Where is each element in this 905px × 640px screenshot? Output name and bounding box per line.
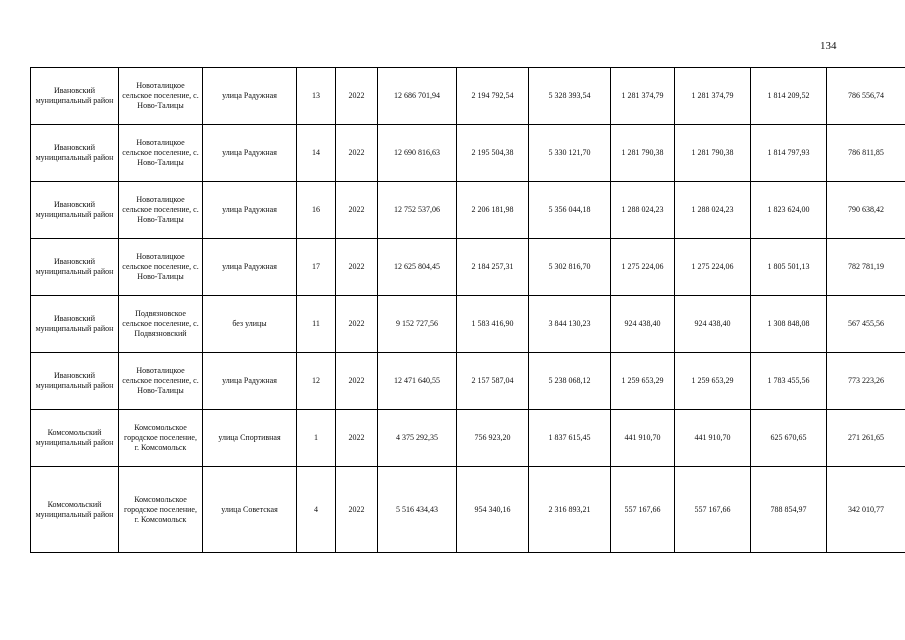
house-number-cell: 13 (297, 68, 336, 125)
street-cell: без улицы (203, 296, 297, 353)
year-cell: 2022 (336, 125, 378, 182)
cost-cell-6: 782 781,19 (827, 239, 905, 296)
street-cell: улица Радужная (203, 125, 297, 182)
settlement-cell: Комсомольское городское поселение, г. Комсомольск (119, 467, 203, 553)
cost-cell-2: 5 356 044,18 (529, 182, 611, 239)
cost-cell-5: 1 783 455,56 (751, 353, 827, 410)
district-cell: Ивановский муниципальный район (31, 353, 119, 410)
cost-cell-4: 1 281 374,79 (675, 68, 751, 125)
cost-cell-3: 924 438,40 (611, 296, 675, 353)
cost-cell-2: 5 328 393,54 (529, 68, 611, 125)
district-cell: Ивановский муниципальный район (31, 125, 119, 182)
total-cost-cell: 12 752 537,06 (378, 182, 457, 239)
cost-cell-4: 1 288 024,23 (675, 182, 751, 239)
cost-cell-2: 3 844 130,23 (529, 296, 611, 353)
year-cell: 2022 (336, 410, 378, 467)
cost-cell-1: 2 206 181,98 (457, 182, 529, 239)
total-cost-cell: 4 375 292,35 (378, 410, 457, 467)
total-cost-cell: 5 516 434,43 (378, 467, 457, 553)
cost-cell-4: 924 438,40 (675, 296, 751, 353)
total-cost-cell: 12 686 701,94 (378, 68, 457, 125)
house-number-cell: 12 (297, 353, 336, 410)
cost-cell-5: 1 308 848,08 (751, 296, 827, 353)
settlement-cell: Комсомольское городское поселение, г. Комсомольск (119, 410, 203, 467)
house-number-cell: 4 (297, 467, 336, 553)
table-body (31, 68, 905, 553)
street-cell: улица Радужная (203, 182, 297, 239)
table-row (31, 68, 905, 125)
cost-cell-1: 2 194 792,54 (457, 68, 529, 125)
cost-cell-4: 1 275 224,06 (675, 239, 751, 296)
cost-cell-3: 1 288 024,23 (611, 182, 675, 239)
street-cell: улица Советская (203, 467, 297, 553)
total-cost-cell: 9 152 727,56 (378, 296, 457, 353)
district-cell: Ивановский муниципальный район (31, 182, 119, 239)
table-row (31, 410, 905, 467)
settlement-cell: Новоталицкое сельское поселение, с. Ново-Талицы (119, 239, 203, 296)
cost-cell-4: 1 281 790,38 (675, 125, 751, 182)
cost-cell-6: 567 455,56 (827, 296, 905, 353)
cost-cell-2: 1 837 615,45 (529, 410, 611, 467)
cost-cell-3: 557 167,66 (611, 467, 675, 553)
table-row (31, 182, 905, 239)
street-cell: улица Радужная (203, 68, 297, 125)
street-cell: улица Радужная (203, 239, 297, 296)
district-cell: Ивановский муниципальный район (31, 296, 119, 353)
district-cell: Комсомольский муниципальный район (31, 467, 119, 553)
cost-cell-3: 1 281 790,38 (611, 125, 675, 182)
cost-cell-4: 557 167,66 (675, 467, 751, 553)
house-number-cell: 17 (297, 239, 336, 296)
cost-cell-6: 773 223,26 (827, 353, 905, 410)
cost-cell-6: 342 010,77 (827, 467, 905, 553)
house-number-cell: 1 (297, 410, 336, 467)
cost-cell-6: 790 638,42 (827, 182, 905, 239)
cost-cell-6: 786 556,74 (827, 68, 905, 125)
cost-cell-1: 954 340,16 (457, 467, 529, 553)
cost-cell-5: 788 854,97 (751, 467, 827, 553)
year-cell: 2022 (336, 182, 378, 239)
cost-cell-4: 441 910,70 (675, 410, 751, 467)
house-number-cell: 16 (297, 182, 336, 239)
street-cell: улица Радужная (203, 353, 297, 410)
cost-cell-2: 5 302 816,70 (529, 239, 611, 296)
registry-table (30, 67, 905, 553)
cost-cell-3: 1 281 374,79 (611, 68, 675, 125)
cost-cell-2: 2 316 893,21 (529, 467, 611, 553)
cost-cell-5: 1 823 624,00 (751, 182, 827, 239)
settlement-cell: Новоталицкое сельское поселение, с. Ново-Талицы (119, 353, 203, 410)
total-cost-cell: 12 690 816,63 (378, 125, 457, 182)
cost-cell-3: 441 910,70 (611, 410, 675, 467)
cost-cell-5: 625 670,65 (751, 410, 827, 467)
table-row (31, 353, 905, 410)
district-cell: Комсомольский муниципальный район (31, 410, 119, 467)
total-cost-cell: 12 471 640,55 (378, 353, 457, 410)
street-cell: улица Спортивная (203, 410, 297, 467)
settlement-cell: Новоталицкое сельское поселение, с. Ново-Талицы (119, 68, 203, 125)
cost-cell-6: 271 261,65 (827, 410, 905, 467)
cost-cell-4: 1 259 653,29 (675, 353, 751, 410)
house-number-cell: 11 (297, 296, 336, 353)
year-cell: 2022 (336, 353, 378, 410)
cost-cell-1: 1 583 416,90 (457, 296, 529, 353)
table-row (31, 239, 905, 296)
cost-cell-1: 2 195 504,38 (457, 125, 529, 182)
table-row (31, 296, 905, 353)
cost-cell-2: 5 330 121,70 (529, 125, 611, 182)
total-cost-cell: 12 625 804,45 (378, 239, 457, 296)
cost-cell-1: 2 157 587,04 (457, 353, 529, 410)
settlement-cell: Подвязновское сельское поселение, с. Подвязновский (119, 296, 203, 353)
cost-cell-6: 786 811,85 (827, 125, 905, 182)
cost-cell-1: 756 923,20 (457, 410, 529, 467)
year-cell: 2022 (336, 239, 378, 296)
cost-cell-2: 5 238 068,12 (529, 353, 611, 410)
table-row (31, 125, 905, 182)
settlement-cell: Новоталицкое сельское поселение, с. Ново-Талицы (119, 182, 203, 239)
cost-cell-5: 1 814 209,52 (751, 68, 827, 125)
cost-cell-3: 1 275 224,06 (611, 239, 675, 296)
page-number: 134 (820, 40, 837, 52)
year-cell: 2022 (336, 296, 378, 353)
table-row (31, 467, 905, 553)
cost-cell-5: 1 814 797,93 (751, 125, 827, 182)
house-number-cell: 14 (297, 125, 336, 182)
district-cell: Ивановский муниципальный район (31, 68, 119, 125)
cost-cell-5: 1 805 501,13 (751, 239, 827, 296)
cost-cell-1: 2 184 257,31 (457, 239, 529, 296)
settlement-cell: Новоталицкое сельское поселение, с. Ново-Талицы (119, 125, 203, 182)
year-cell: 2022 (336, 467, 378, 553)
cost-cell-3: 1 259 653,29 (611, 353, 675, 410)
year-cell: 2022 (336, 68, 378, 125)
district-cell: Ивановский муниципальный район (31, 239, 119, 296)
